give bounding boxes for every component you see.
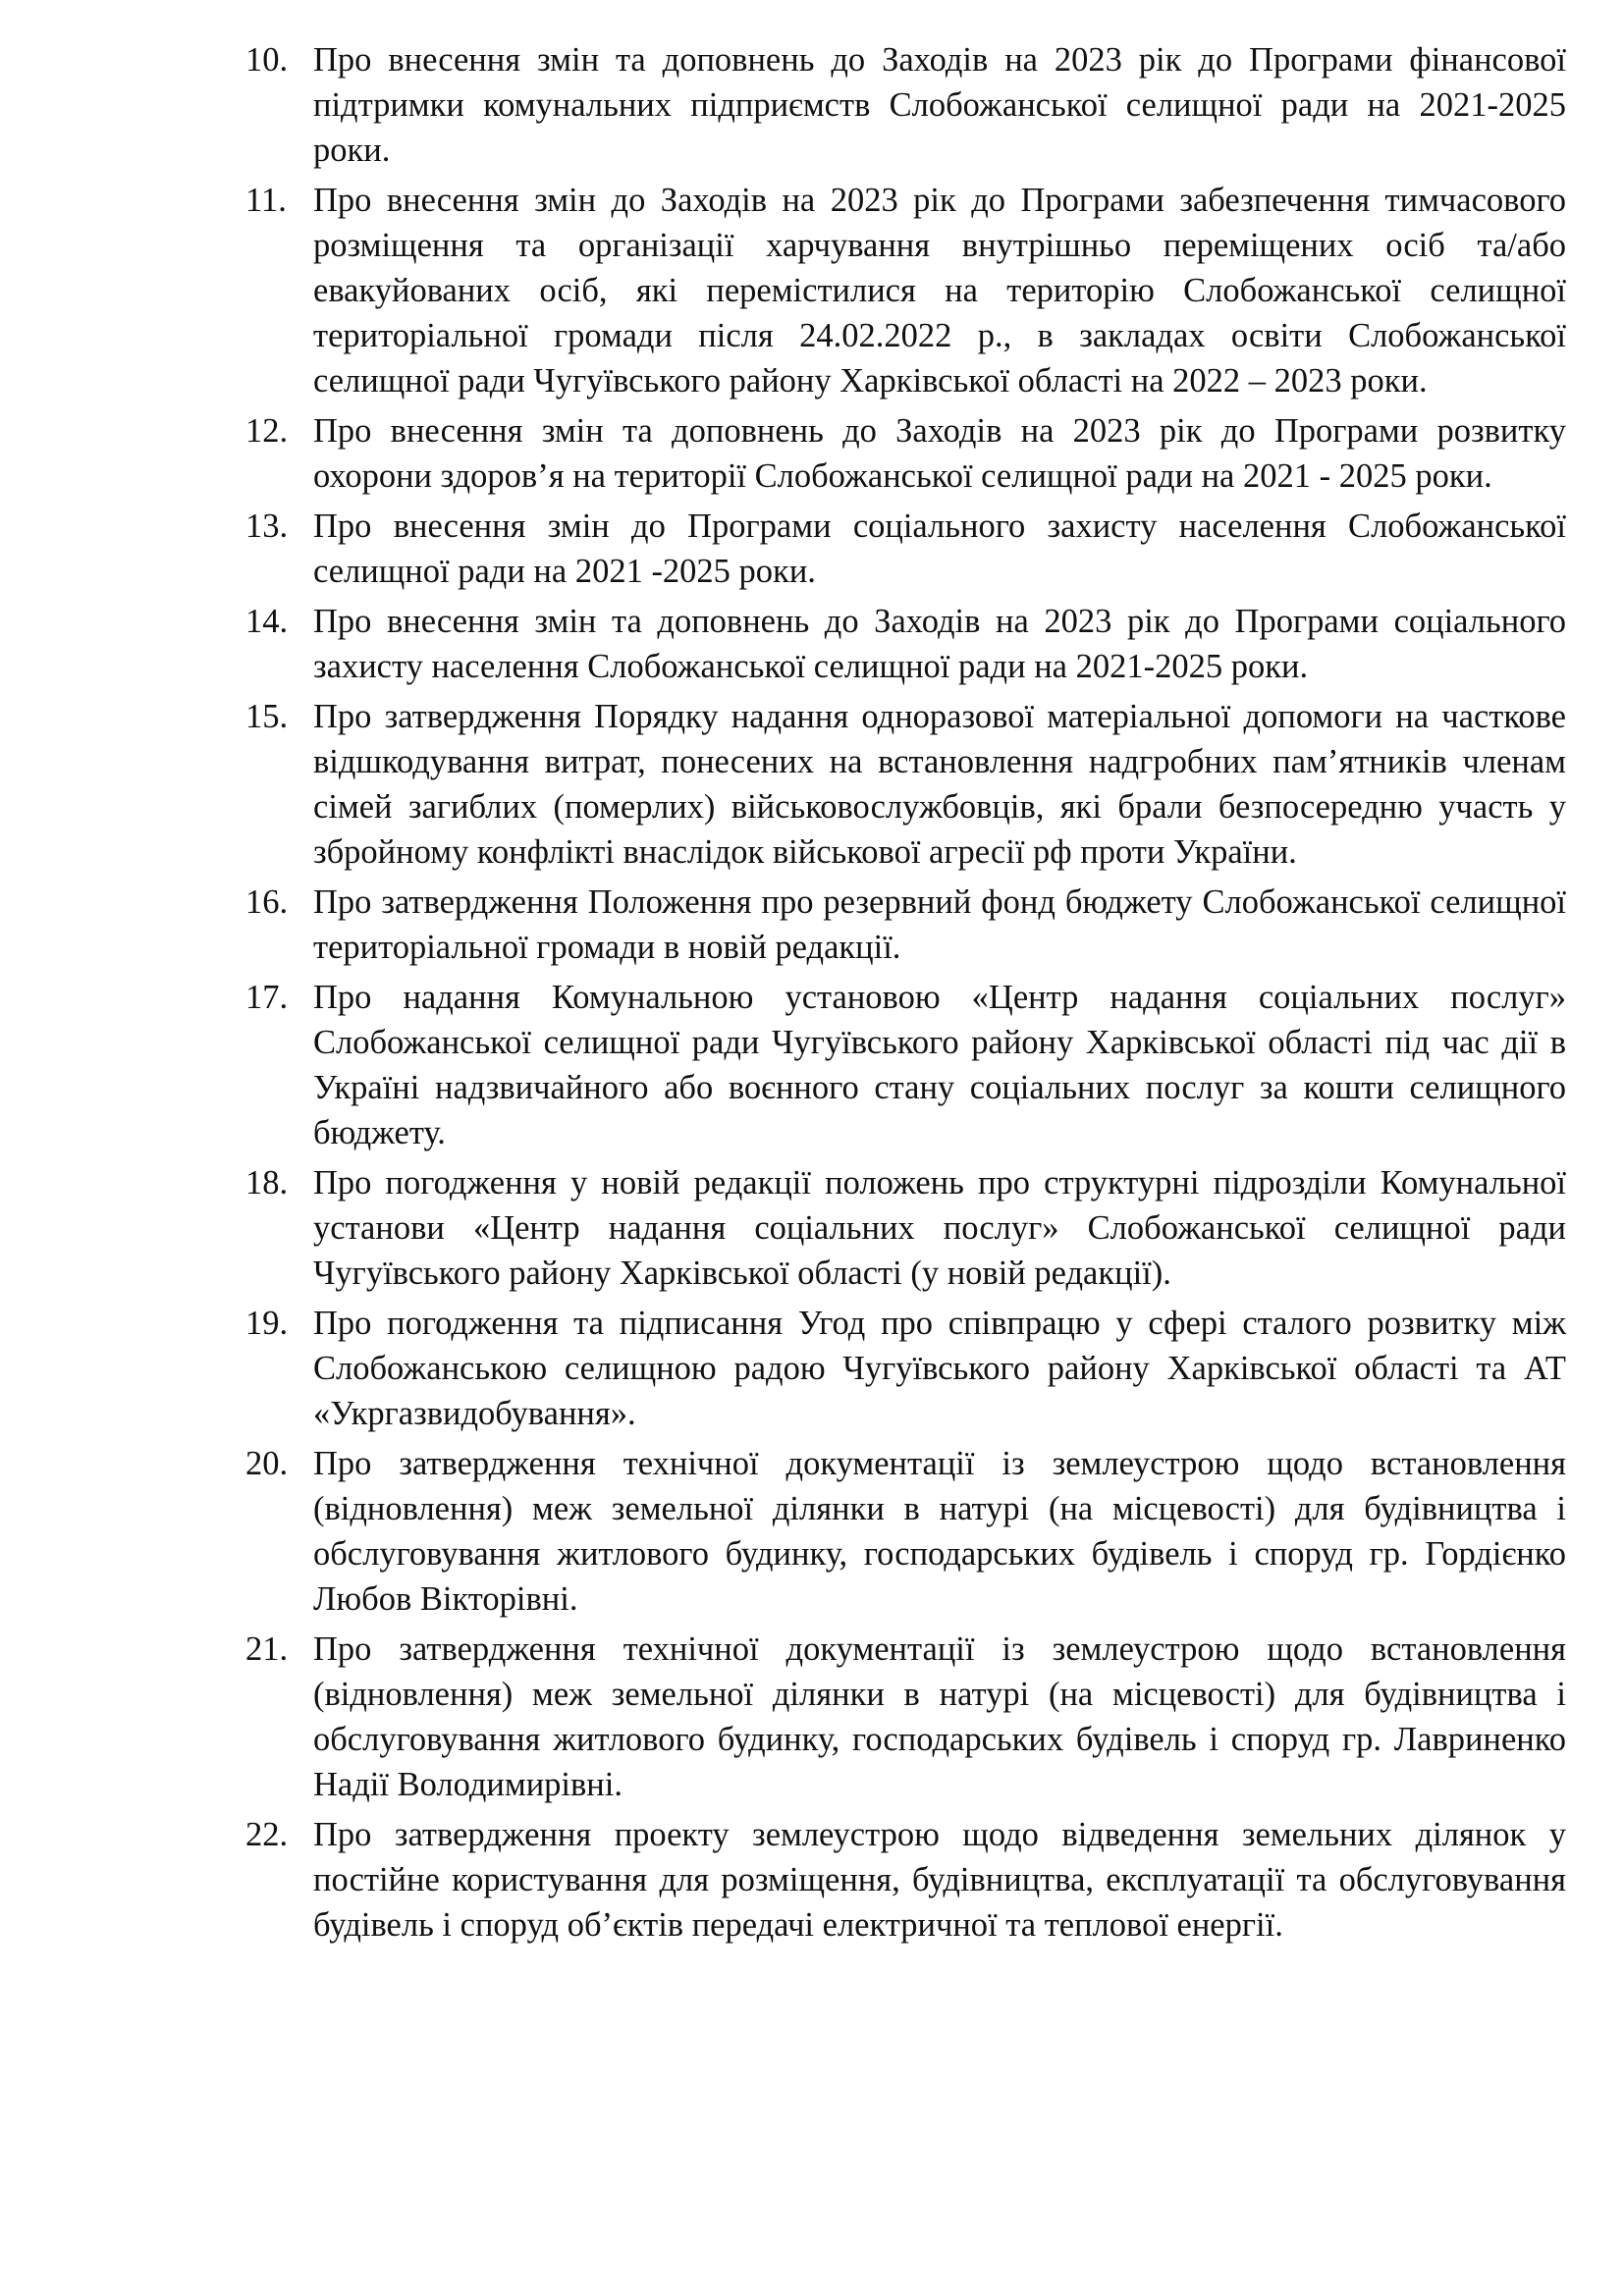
agenda-item: [245, 694, 1566, 875]
item-text: Про надання Комунальною установою «Центр надання соціальних послуг» Слобожанської селищної ради Чугуївського району Харківської області під час дії в Україні надзвичайного або воєнного стану соціальних послуг за кошти селищного бюджету.: [313, 979, 1566, 1151]
item-number: 14.: [245, 603, 289, 640]
agenda-item: [245, 1627, 1566, 1807]
agenda-item: [245, 1160, 1566, 1296]
item-number: 16.: [245, 883, 289, 921]
item-text: Про затвердження Положення про резервний фонд бюджету Слобожанської селищної територіальної громади в новій редакції.: [313, 883, 1566, 966]
item-text: Про затвердження проекту землеустрою щодо відведення земельних ділянок у постійне користування для розміщення, будівництва, експлуатації та обслуговування будівель і споруд об’єктів передачі електричної та теплової енергії.: [313, 1816, 1566, 1944]
item-text: Про внесення змін та доповнень до Заходів на 2023 рік до Програми розвитку охорони здоров’я на території Слобожанської селищної ради на 2021 - 2025 роки.: [313, 412, 1566, 495]
agenda-list: [245, 37, 1566, 1952]
item-text: Про внесення змін до Програми соціального захисту населення Слобожанської селищної ради на 2021 -2025 роки.: [313, 507, 1566, 590]
item-text: Про затвердження технічної документації із землеустрою щодо встановлення (відновлення) меж земельної ділянки в натурі (на місцевості) для будівництва і обслуговування житлового будинку, господарських будівель і споруд гр. Гордієнко Любов Вікторівні.: [313, 1445, 1566, 1618]
item-number: 11.: [245, 182, 287, 219]
item-number: 15.: [245, 698, 289, 735]
agenda-item: [245, 599, 1566, 689]
item-number: 13.: [245, 507, 289, 545]
item-number: 12.: [245, 412, 289, 450]
item-number: 20.: [245, 1445, 289, 1482]
agenda-item: [245, 1812, 1566, 1948]
item-text: Про погодження та підписання Угод про співпрацю у сфері сталого розвитку між Слобожанською селищною радою Чугуївського району Харківської області та АТ «Укргазвидобування».: [313, 1305, 1566, 1432]
agenda-item: [245, 504, 1566, 594]
agenda-item: [245, 178, 1566, 403]
item-text: Про затвердження технічної документації із землеустрою щодо встановлення (відновлення) меж земельної ділянки в натурі (на місцевості) для будівництва і обслуговування житлового будинку, господарських будівель і споруд гр. Лавриненко Надії Володимирівні.: [313, 1630, 1566, 1803]
agenda-item: [245, 37, 1566, 173]
agenda-item: [245, 880, 1566, 970]
item-number: 10.: [245, 41, 289, 79]
item-number: 18.: [245, 1164, 289, 1201]
agenda-item: [245, 975, 1566, 1155]
agenda-item: [245, 408, 1566, 499]
item-text: Про погодження у новій редакції положень про структурні підрозділи Комунальної установи «Центр надання соціальних послуг» Слобожанської селищної ради Чугуївського району Харківської області (у новій редакції).: [313, 1164, 1566, 1292]
item-number: 17.: [245, 979, 289, 1016]
item-text: Про внесення змін та доповнень до Заходів на 2023 рік до Програми соціального захисту населення Слобожанської селищної ради на 2021-2025 роки.: [313, 603, 1566, 685]
item-text: Про внесення змін до Заходів на 2023 рік до Програми забезпечення тимчасового розміщення та організації харчування внутрішньо переміщених осіб та/або евакуйованих осіб, які перемістилися на територію Слобожанської селищної територіальної громади після 24.02.2022 р., в закладах освіти Слобожанської селищної ради Чугуївського району Харківської області на 2022 – 2023 роки.: [313, 182, 1566, 400]
item-number: 21.: [245, 1630, 289, 1668]
item-text: Про внесення змін та доповнень до Заходів на 2023 рік до Програми фінансової підтримки комунальних підприємств Слобожанської селищної ради на 2021-2025 роки.: [313, 41, 1566, 169]
agenda-item: [245, 1441, 1566, 1622]
item-text: Про затвердження Порядку надання одноразової матеріальної допомоги на часткове відшкодування витрат, понесених на встановлення надгробних пам’ятників членам сімей загиблих (померлих) військовослужбовців, які брали безпосередню участь у збройному конфлікті внаслідок військової агресії рф проти України.: [313, 698, 1566, 871]
item-number: 22.: [245, 1816, 289, 1853]
agenda-item: [245, 1301, 1566, 1436]
item-number: 19.: [245, 1305, 289, 1342]
